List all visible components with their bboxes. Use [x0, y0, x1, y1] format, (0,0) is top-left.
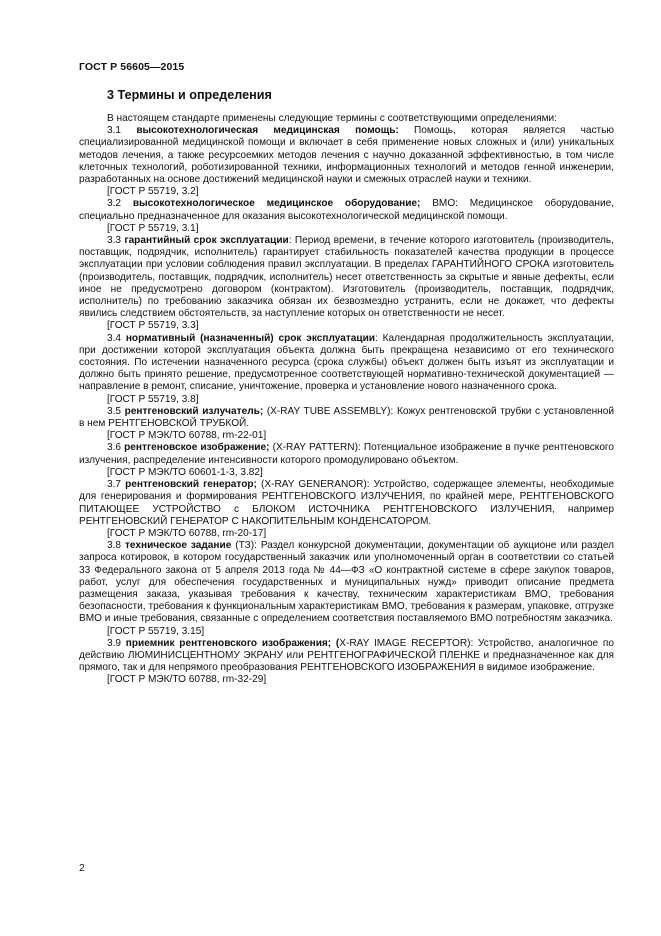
term-paragraph — [79, 540, 614, 625]
term-paragraph — [79, 638, 614, 675]
term-reference: [ГОСТ Р 55719, 3.15] — [107, 625, 205, 637]
term-reference: [ГОСТ Р 55719, 3.3] — [107, 320, 199, 332]
term-number: 3.6 — [107, 442, 125, 454]
term-name: гарантийный срок эксплуатации — [124, 235, 289, 247]
term-paragraph — [79, 442, 614, 466]
term-number: 3.8 — [107, 540, 125, 552]
term-definition: X-RAY IMAGE RECEPTOR): Устройство, аналогичное по действию ЛЮМИНИСЦЕНТНОМУ ЭКРАНУ или РЕНТГЕНОГРАФИЧЕСКОЙ ПЛЕНКЕ и предназначенное как для прямого, так и для непрямого преобразования РЕНТГЕНОВСКОГО ИЗОБРАЖЕНИЯ в видимое изображение. — [79, 637, 614, 674]
term-paragraph — [79, 333, 614, 394]
term-definition: (X-RAY TUBE ASSEMBLY): Кожух рентгеновской трубки с установленной в нем РЕНТГЕНОВСКОЙ ТРУБКОЙ. — [79, 405, 614, 430]
term-number: 3.5 — [107, 405, 125, 417]
term-reference: [ГОСТ Р 55719, 3.2] — [107, 186, 199, 198]
term-paragraph — [79, 235, 614, 320]
term-number: 3.9 — [107, 637, 126, 649]
term-reference: [ГОСТ Р МЭК/ТО 60788, rm-20-17] — [107, 527, 267, 539]
term-name: рентгеновский излучатель; — [124, 405, 264, 417]
term-name: рентгеновский генератор; — [125, 479, 257, 491]
terms-content — [79, 113, 614, 687]
term-reference: [ГОСТ Р МЭК/ТО 60788, rm-22-01] — [107, 430, 267, 442]
term-name: нормативный (назначенный) срок эксплуатации — [125, 332, 375, 344]
term-number: 3.4 — [107, 332, 126, 344]
standard-header: ГОСТ Р 56605—2015 — [79, 61, 185, 73]
term-number: 3.1 — [107, 125, 137, 137]
term-name: высокотехнологическая медицинская помощь: — [136, 125, 399, 137]
term-reference: [ГОСТ Р 55719, 3.8] — [107, 393, 199, 405]
term-name: техническое задание — [124, 540, 232, 552]
term-name: приемник рентгеновского изображения; ( — [125, 637, 340, 649]
term-name: рентгеновское изображение; — [124, 442, 270, 454]
section-title: 3 Термины и определения — [107, 88, 272, 102]
term-reference: [ГОСТ Р МЭК/ТО 60788, rm-32-29] — [107, 674, 267, 686]
term-number: 3.7 — [107, 479, 126, 491]
term-definition: ВМО: Медицинское оборудование, специально предназначенное для оказания высокотехнологической медицинской помощи. — [79, 198, 615, 222]
term-paragraph — [79, 125, 614, 186]
term-paragraph — [79, 406, 614, 430]
term-definition: (X-RAY GENERANOR): Устройство, содержащее элементы, необходимые для генерирования и формирования РЕНТГЕНОВСКОГО ИЗЛУЧЕНИЯ, по крайней мере, РЕНТГЕНОВСКОГО ПИТАЮЩЕЕ УСТРОЙСТВО с БЛОКОМ ИСТОЧНИКА РЕНТГЕНОВСКОГО ИЗЛУЧЕНИЯ, например РЕНТГЕНОВСКИЙ ГЕНЕРАТОР С НАКОПИТЕЛЬНЫМ КОНДЕНСАТОРОМ. — [79, 479, 615, 527]
term-number: 3.2 — [107, 198, 133, 210]
term-definition: (X-RAY PATTERN): Потенциальное изображение в пучке рентгеновского излучения, распределение интенсивности которого промодулировано объектом. — [79, 442, 615, 466]
term-number: 3.3 — [107, 235, 125, 247]
intro-paragraph: В настоящем стандарте применены следующие термины с соответствующими определениями: — [107, 113, 557, 124]
term-paragraph — [79, 479, 614, 528]
term-reference: [ГОСТ Р 55719, 3.1] — [107, 222, 199, 234]
page-number: 2 — [79, 862, 85, 874]
term-reference: [ГОСТ Р МЭК/ТО 60601-1-3, 3.82] — [107, 466, 263, 478]
term-definition: : Период времени, в течение которого изготовитель (производитель, поставщик, подрядчик, исполнитель) гарантирует стабильность показателей качества продукции в процессе эксплуатации при условии соблюдения правил эксплуатации. В пределах ГАРАНТИЙНОГО СРОКА изготовитель (производитель, поставщик, подрядчик, исполнитель) несет ответственность за скрытые и явные дефекты, если иное не предусмотрено договором (контрактом). Изготовитель (производитель, поставщик, подрядчик, исполнитель) по требованию заказчика обязан их безвозмездно устранить, если не докажет, что дефекты явились следствием обстоятельств, за наступление которых он ответственности не несет. — [79, 235, 614, 320]
term-paragraph — [79, 198, 614, 222]
term-definition: (ТЗ): Раздел конкурсной документации, документации об аукционе или раздел запроса котировок, в котором государственный заказчик или уполномоченный орган в соответствии со статьей 33 Федерального закона от 5 апреля 2013 года № 44—ФЗ «О контрактной системе в сфере закупок товаров, работ, услуг для обеспечения государственных и муниципальных нужд» приводит описание предмета размещения заказа, указывая требования к качеству, техническим характеристикам ВМО, требования безопасности, требования к функциональным характеристикам ВМО, требования к размерам, упаковке, отгрузке ВМО и иные требования, связанные с определением соответствия поставляемого ВМО потребностям заказчика. — [79, 540, 615, 625]
term-definition: Помощь, которая является частью специализированной медицинской помощи и включает в себя применение новых сложных и (или) уникальных методов лечения, а также ресурсоемких методов лечения с научно доказанной эффективностью, в том числе клеточных технологий, роботизированной техники, информационных технологий и методов генной инженерии, разработанных на основе достижений медицинской науки и смежных отраслей науки и техники. — [79, 125, 614, 186]
term-name: высокотехнологическое медицинское оборудование; — [132, 198, 421, 210]
term-definition: : Календарная продолжительность эксплуатации, при достижении которой эксплуатация объекта должна быть прекращена независимо от его технического состояния. По истечении назначенного ресурса (срока службы) объект должен быть изъят из эксплуатации и должно быть принято решение, предусмотренное соответствующей нормативно-технической документацией — направление в ремонт, списание, уничтожение, проверка и установление нового назначенного срока. — [79, 332, 614, 393]
